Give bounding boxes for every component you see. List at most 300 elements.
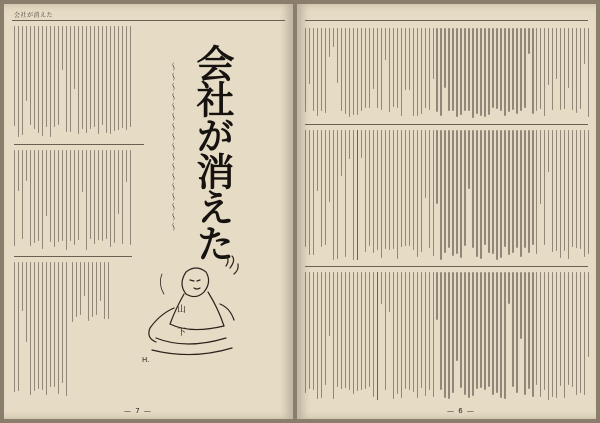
text-line	[460, 272, 461, 388]
text-line	[409, 272, 410, 390]
top-rule-right	[305, 20, 588, 21]
text-line	[476, 28, 477, 114]
text-line	[536, 272, 537, 385]
text-line	[114, 26, 115, 131]
tier-rule	[305, 124, 588, 125]
text-line	[421, 28, 422, 114]
text-line	[305, 130, 306, 247]
text-line	[329, 28, 330, 57]
text-line	[401, 272, 402, 398]
text-line	[588, 130, 589, 254]
text-column-lower-mid	[72, 262, 109, 398]
text-line	[413, 28, 414, 116]
text-line	[329, 130, 330, 202]
text-line	[528, 130, 529, 253]
text-line	[110, 26, 111, 134]
text-line	[472, 28, 473, 118]
text-line	[484, 28, 485, 117]
text-line	[30, 262, 31, 395]
text-line	[393, 272, 394, 399]
text-line	[532, 272, 533, 397]
text-line	[464, 130, 465, 246]
text-line	[476, 130, 477, 257]
text-line	[564, 28, 565, 109]
text-line	[102, 26, 103, 125]
text-line	[536, 28, 537, 111]
text-line	[496, 28, 497, 109]
sketch-illustration	[134, 254, 244, 369]
text-line	[26, 150, 27, 181]
text-line	[564, 130, 565, 251]
text-line	[460, 28, 461, 115]
text-line	[365, 130, 366, 252]
text-line	[576, 272, 577, 395]
text-line	[325, 28, 326, 113]
text-line	[421, 272, 422, 388]
page-number-left: — 7 —	[124, 407, 152, 415]
text-line	[417, 272, 418, 398]
text-line	[377, 28, 378, 108]
text-line	[361, 28, 362, 111]
article-title: 会社が消えた	[190, 44, 235, 260]
text-line	[321, 28, 322, 111]
text-line	[130, 26, 131, 127]
text-line	[405, 130, 406, 246]
text-line	[42, 262, 43, 390]
text-column-bottom	[305, 272, 589, 400]
text-line	[448, 272, 449, 399]
text-line	[126, 150, 127, 182]
text-line	[480, 272, 481, 388]
text-line	[433, 130, 434, 256]
text-line	[397, 130, 398, 259]
text-line	[30, 26, 31, 125]
text-line	[572, 130, 573, 247]
text-line	[341, 28, 342, 111]
text-line	[444, 28, 445, 88]
text-line	[397, 28, 398, 108]
text-column-middle	[305, 130, 589, 260]
text-line	[532, 28, 533, 114]
text-line	[429, 28, 430, 110]
text-line	[532, 130, 533, 245]
text-line	[389, 130, 390, 250]
text-line	[480, 28, 481, 116]
text-line	[50, 150, 51, 242]
text-line	[78, 26, 79, 134]
text-line	[484, 130, 485, 245]
text-line	[70, 150, 71, 241]
text-column-upper-left	[14, 26, 131, 138]
text-line	[476, 272, 477, 389]
text-line	[528, 272, 529, 389]
text-line	[385, 272, 386, 390]
text-line	[74, 26, 75, 89]
text-line	[349, 272, 350, 390]
text-line	[62, 262, 63, 383]
text-line	[588, 272, 589, 357]
text-line	[108, 262, 109, 319]
text-line	[456, 272, 457, 361]
text-line	[488, 272, 489, 387]
text-line	[508, 130, 509, 255]
text-line	[98, 150, 99, 240]
text-line	[317, 130, 318, 191]
text-line	[440, 130, 441, 260]
text-line	[433, 272, 434, 397]
text-line	[580, 130, 581, 249]
text-line	[425, 28, 426, 108]
text-line	[512, 272, 513, 387]
text-line	[492, 130, 493, 254]
text-line	[325, 130, 326, 245]
text-line	[460, 130, 461, 258]
text-line	[385, 28, 386, 60]
text-line	[397, 272, 398, 394]
text-line	[345, 272, 346, 388]
text-line	[92, 262, 93, 317]
text-line	[333, 28, 334, 47]
text-line	[337, 28, 338, 83]
text-line	[98, 26, 99, 134]
text-line	[72, 262, 73, 322]
text-line	[86, 150, 87, 250]
text-line	[389, 28, 390, 112]
text-line	[508, 28, 509, 112]
text-line	[584, 272, 585, 395]
text-line	[405, 28, 406, 90]
box-rule	[357, 130, 358, 260]
text-line	[520, 28, 521, 111]
text-line	[468, 28, 469, 111]
text-line	[444, 130, 445, 253]
text-line	[429, 130, 430, 248]
text-line	[321, 130, 322, 247]
text-line	[536, 130, 537, 254]
text-line	[54, 150, 55, 247]
text-line	[456, 130, 457, 254]
text-line	[54, 262, 55, 387]
section-rule	[14, 144, 144, 145]
text-line	[584, 130, 585, 257]
article-author: 山下	[175, 304, 185, 350]
text-line	[365, 272, 366, 389]
text-line	[544, 130, 545, 245]
section-rule	[14, 256, 132, 257]
text-line	[26, 26, 27, 101]
top-rule-left	[12, 20, 285, 21]
text-line	[34, 26, 35, 129]
text-line	[94, 26, 95, 127]
text-line	[42, 150, 43, 249]
text-line	[341, 272, 342, 389]
text-line	[492, 272, 493, 395]
text-line	[353, 130, 354, 260]
text-line	[96, 262, 97, 315]
text-line	[516, 130, 517, 248]
text-line	[104, 262, 105, 319]
text-line	[305, 272, 306, 393]
text-line	[504, 28, 505, 116]
text-line	[333, 272, 334, 399]
text-line	[317, 28, 318, 116]
text-line	[401, 28, 402, 116]
text-line	[321, 272, 322, 398]
text-line	[425, 272, 426, 396]
text-line	[524, 130, 525, 248]
text-line	[409, 130, 410, 246]
box-rule	[377, 272, 378, 400]
text-line	[38, 262, 39, 389]
text-line	[309, 130, 310, 255]
text-line	[349, 28, 350, 117]
text-line	[349, 130, 350, 159]
text-line	[480, 130, 481, 259]
text-line	[444, 272, 445, 398]
text-line	[524, 272, 525, 395]
text-line	[544, 28, 545, 116]
text-line	[110, 150, 111, 247]
text-line	[333, 130, 334, 260]
text-line	[373, 272, 374, 397]
text-line	[106, 26, 107, 133]
text-line	[552, 272, 553, 397]
text-line	[126, 26, 127, 130]
text-line	[452, 272, 453, 393]
text-line	[381, 130, 382, 258]
text-line	[405, 272, 406, 389]
text-line	[552, 130, 553, 252]
text-line	[313, 272, 314, 390]
text-line	[564, 272, 565, 398]
running-head-left: 会社が消えた	[14, 12, 54, 19]
text-line	[417, 130, 418, 257]
text-line	[409, 28, 410, 90]
text-line	[393, 130, 394, 249]
text-line	[337, 130, 338, 259]
text-line	[345, 28, 346, 114]
text-line	[436, 28, 437, 112]
text-line	[58, 150, 59, 242]
text-line	[62, 26, 63, 70]
text-line	[309, 28, 310, 84]
text-line	[516, 272, 517, 393]
text-line	[42, 26, 43, 136]
text-line	[66, 262, 67, 396]
text-line	[500, 130, 501, 258]
text-line	[305, 28, 306, 112]
text-line	[560, 272, 561, 386]
text-line	[421, 130, 422, 252]
text-line	[512, 130, 513, 253]
text-line	[373, 28, 374, 89]
text-line	[580, 272, 581, 393]
text-line	[102, 150, 103, 241]
text-line	[381, 28, 382, 110]
text-line	[46, 26, 47, 127]
text-line	[524, 28, 525, 108]
text-line	[114, 150, 115, 243]
text-line	[14, 150, 15, 246]
text-line	[488, 130, 489, 253]
svg-text:H.: H.	[142, 356, 150, 364]
text-line	[357, 272, 358, 391]
text-line	[373, 130, 374, 253]
text-line	[584, 28, 585, 64]
text-line	[429, 272, 430, 390]
text-line	[84, 262, 85, 296]
text-line	[369, 272, 370, 387]
text-line	[329, 272, 330, 336]
text-line	[34, 150, 35, 243]
text-line	[313, 28, 314, 111]
text-line	[472, 130, 473, 248]
text-line	[540, 28, 541, 109]
text-line	[122, 150, 123, 244]
text-line	[76, 262, 77, 317]
text-line	[568, 272, 569, 385]
text-line	[572, 28, 573, 110]
text-line	[548, 130, 549, 172]
text-line	[106, 150, 107, 239]
text-line	[18, 262, 19, 391]
text-line	[468, 130, 469, 189]
text-line	[568, 28, 569, 88]
text-line	[440, 272, 441, 390]
text-line	[34, 262, 35, 391]
text-line	[66, 26, 67, 132]
text-line	[90, 150, 91, 239]
text-line	[448, 28, 449, 111]
text-column-top	[305, 28, 589, 118]
text-line	[552, 28, 553, 110]
text-line	[66, 150, 67, 250]
text-line	[528, 28, 529, 54]
text-line	[548, 28, 549, 85]
text-line	[556, 130, 557, 251]
text-line	[357, 28, 358, 115]
text-line	[22, 150, 23, 239]
text-line	[540, 130, 541, 204]
text-line	[516, 28, 517, 114]
text-line	[436, 272, 437, 320]
text-line	[353, 272, 354, 394]
text-line	[130, 150, 131, 245]
text-line	[433, 28, 434, 79]
left-page	[4, 4, 293, 419]
text-line	[488, 28, 489, 115]
text-line	[548, 272, 549, 400]
text-line	[520, 130, 521, 257]
text-line	[70, 26, 71, 132]
text-line	[337, 272, 338, 387]
text-line	[54, 26, 55, 127]
text-line	[50, 262, 51, 387]
text-line	[401, 130, 402, 247]
text-line	[556, 28, 557, 79]
text-line	[508, 272, 509, 304]
text-column-mid-left	[14, 150, 131, 250]
text-line	[50, 26, 51, 137]
text-line	[90, 26, 91, 129]
text-line	[325, 272, 326, 385]
text-line	[560, 130, 561, 258]
text-line	[46, 150, 47, 216]
tier-rule	[305, 266, 588, 267]
text-line	[381, 272, 382, 304]
text-line	[86, 26, 87, 133]
article-subtitle: 〜〜〜〜〜〜〜〜〜〜〜〜〜〜〜〜〜	[167, 62, 177, 232]
text-line	[456, 28, 457, 117]
text-line	[496, 130, 497, 260]
text-line	[361, 272, 362, 390]
text-line	[544, 272, 545, 390]
text-line	[464, 28, 465, 111]
text-line	[309, 272, 310, 389]
text-line	[122, 26, 123, 128]
text-line	[38, 26, 39, 133]
text-line	[369, 28, 370, 108]
text-line	[18, 150, 19, 191]
text-line	[14, 262, 15, 392]
text-line	[468, 272, 469, 398]
text-line	[452, 130, 453, 256]
text-line	[345, 130, 346, 257]
text-line	[365, 28, 366, 108]
text-line	[317, 272, 318, 399]
text-line	[448, 130, 449, 248]
text-line	[14, 26, 15, 126]
text-line	[82, 150, 83, 192]
text-line	[38, 150, 39, 241]
text-line	[80, 262, 81, 315]
text-line	[385, 130, 386, 249]
right-page	[297, 4, 596, 419]
text-line	[369, 130, 370, 246]
text-line	[512, 28, 513, 110]
text-line	[100, 262, 101, 301]
text-line	[520, 272, 521, 339]
text-line	[94, 150, 95, 244]
text-line	[540, 272, 541, 397]
text-line	[500, 28, 501, 111]
text-line	[568, 130, 569, 259]
text-line	[313, 130, 314, 255]
text-line	[389, 272, 390, 312]
text-line	[576, 28, 577, 113]
text-line	[377, 130, 378, 250]
text-line	[46, 262, 47, 395]
page-number-right: — 6 —	[447, 407, 475, 415]
text-line	[353, 28, 354, 115]
text-line	[413, 272, 414, 392]
text-line	[22, 26, 23, 135]
text-line	[118, 26, 119, 130]
text-line	[58, 262, 59, 394]
text-line	[576, 130, 577, 248]
text-line	[440, 28, 441, 116]
text-line	[572, 272, 573, 387]
text-line	[464, 272, 465, 395]
text-line	[393, 28, 394, 107]
text-column-lower-left	[14, 262, 67, 398]
text-line	[425, 130, 426, 198]
text-line	[118, 150, 119, 214]
text-line	[58, 26, 59, 125]
text-line	[413, 130, 414, 250]
text-line	[341, 130, 342, 176]
text-line	[500, 272, 501, 398]
